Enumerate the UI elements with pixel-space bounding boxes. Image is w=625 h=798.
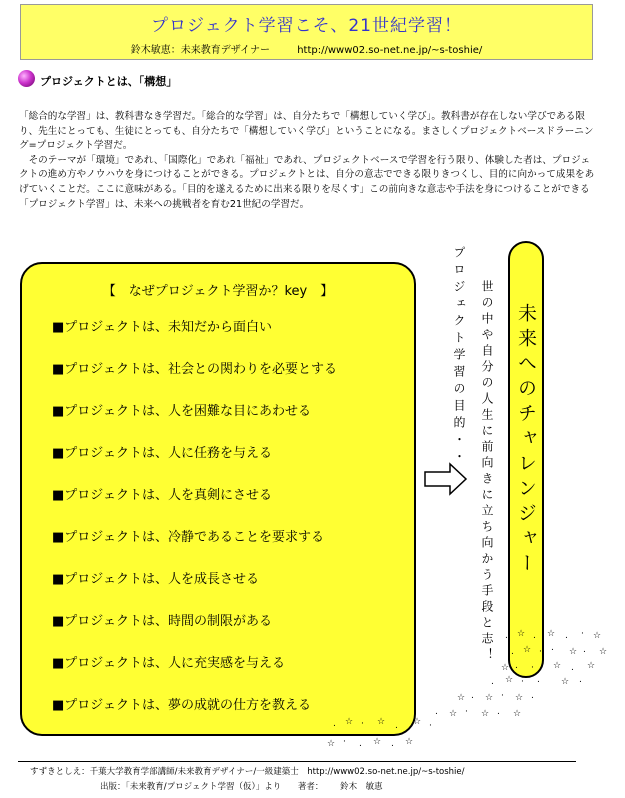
list-item: ■プロジェクトは、時間の制限がある — [52, 614, 273, 629]
svg-text:.: . — [511, 647, 514, 657]
header-banner — [20, 4, 593, 60]
list-item: ■プロジェクトは、社会との関わりを必要とする — [52, 362, 338, 377]
svg-text:.: . — [533, 631, 536, 641]
svg-text:·: · — [539, 647, 542, 657]
body-paragraph-2: そのテーマが「環境」であれ、「国際化」であれ「福祉」であれ、プロジェクトベースで学習を行う限り、体験した者は、プロジェクトの進め方やノウハウを身につけることができる。プロジェクトとは、自分の意志でできる限りきつくし、目的に向かって成果をあげていくことだ。ここに意味がある。「目的を遂えるために出来る限りを尽くす」この前向きな意志や手法を身につけることができる「プロジェクト学習」は、未来への挑戦者を育む21世紀の学習だ。 — [19, 154, 595, 210]
svg-text:.: . — [359, 739, 362, 749]
svg-text:☆: ☆ — [523, 645, 532, 655]
body-paragraph-1: 「総合的な学習」は、教科書なき学習だ。「総合的な学習」は、自分たちで「構想していく学び」。教科書が存在しない学びである限り、先生にとっても、生徒にとっても、自分たちで「構想していく学び」ということになる。まさしくプロジェクトベースドラーニング=プロジェクト学習だ。 — [19, 111, 594, 152]
svg-text:.: . — [565, 631, 568, 641]
svg-text:☆: ☆ — [485, 693, 494, 703]
svg-text:.: . — [515, 661, 518, 671]
svg-text:.: . — [391, 739, 394, 749]
challenger-text: 未来へのチャレンジャー — [515, 303, 537, 578]
svg-text:☆: ☆ — [501, 663, 510, 673]
svg-text:.: . — [531, 691, 534, 701]
svg-text:.: . — [395, 721, 398, 731]
key-panel-title: 【 なぜプロジェクト学習か？key 】 — [102, 284, 334, 299]
footer-source — [100, 780, 397, 792]
purpose-vertical-text: プロジェクト学習の目的・・ — [452, 246, 466, 467]
svg-text:☆: ☆ — [373, 737, 382, 747]
svg-text:·: · — [531, 663, 534, 673]
svg-text:.: . — [333, 719, 336, 729]
svg-text:☆: ☆ — [505, 675, 514, 685]
svg-text:☆: ☆ — [517, 629, 526, 639]
svg-text:☆: ☆ — [327, 739, 336, 749]
goal-vertical-text: 世の中や自分の人生に前向きに立ち向かう手段と志！ — [480, 280, 494, 664]
list-item: ■プロジェクトは、人に充実感を与える — [52, 656, 286, 671]
svg-text:·: · — [581, 629, 584, 639]
purple-ball-icon — [18, 70, 35, 87]
svg-text:.: . — [583, 645, 586, 655]
footer-divider — [18, 761, 576, 762]
svg-text:☆: ☆ — [377, 717, 386, 727]
footer-credit: すずきとしえ：千葉大学教育学部講師/未来教育デザイナー/一級建築士 http://www02.so-net.ne.jp/~s-toshie/ — [30, 767, 465, 777]
svg-text:☆: ☆ — [553, 661, 562, 671]
svg-text:.: . — [571, 663, 574, 673]
header-author: 鈴木敏恵：未来教育デザイナー — [130, 45, 271, 56]
svg-text:☆: ☆ — [547, 629, 556, 639]
svg-text:·: · — [343, 737, 346, 747]
svg-text:.: . — [505, 631, 508, 641]
svg-text:☆: ☆ — [481, 709, 490, 719]
sparkle-stars-icon — [325, 624, 615, 754]
svg-text:·: · — [465, 707, 468, 717]
key-list — [52, 320, 337, 740]
svg-text:·: · — [521, 677, 524, 687]
svg-text:☆: ☆ — [413, 717, 422, 727]
list-item: ■プロジェクトは、未知だから面白い — [52, 320, 273, 335]
list-item: ■プロジェクトは、冷静であることを要求する — [52, 530, 325, 545]
footer-source-text: 出版：「未来教育/プロジェクト学習（仮）」より — [100, 782, 282, 792]
svg-text:☆: ☆ — [569, 647, 578, 657]
svg-text:.: . — [551, 643, 554, 653]
header-subtitle — [21, 41, 592, 56]
footer-author-name: 鈴木 敏恵 — [340, 782, 383, 792]
svg-text:.: . — [435, 707, 438, 717]
body-text — [19, 110, 599, 212]
list-item: ■プロジェクトは、人に任務を与える — [52, 446, 273, 461]
svg-text:☆: ☆ — [405, 737, 414, 747]
footer-author-label: 著者： — [297, 782, 324, 792]
list-item: ■プロジェクトは、人を真剣にさせる — [52, 488, 273, 503]
section-heading: プロジェクトとは、「構想」 — [40, 75, 178, 88]
svg-text:☆: ☆ — [515, 693, 524, 703]
svg-text:·: · — [361, 719, 364, 729]
svg-text:☆: ☆ — [345, 717, 354, 727]
svg-text:☆: ☆ — [599, 647, 608, 657]
svg-text:.: . — [497, 707, 500, 717]
svg-text:☆: ☆ — [561, 677, 570, 687]
list-item: ■プロジェクトは、人を困難な目にあわせる — [52, 404, 312, 419]
challenger-pill — [508, 241, 544, 678]
list-item: ■プロジェクトは、人を成長させる — [52, 572, 260, 587]
svg-text:☆: ☆ — [587, 661, 596, 671]
svg-text:.: . — [471, 691, 474, 701]
svg-text:☆: ☆ — [593, 631, 602, 641]
svg-text:☆: ☆ — [513, 709, 522, 719]
svg-text:☆: ☆ — [457, 693, 466, 703]
svg-text:·: · — [501, 691, 504, 701]
svg-text:.: . — [491, 677, 494, 687]
header-url[interactable]: http://www02.so-net.ne.jp/~s-toshie/ — [297, 45, 483, 56]
svg-text:.: . — [579, 675, 582, 685]
page-title: プロジェクト学習こそ、21世紀学習！ — [151, 16, 462, 36]
svg-text:.: . — [537, 675, 540, 685]
svg-text:☆: ☆ — [449, 709, 458, 719]
svg-text:·: · — [429, 721, 432, 731]
list-item: ■プロジェクトは、夢の成就の仕方を教える — [52, 698, 312, 713]
